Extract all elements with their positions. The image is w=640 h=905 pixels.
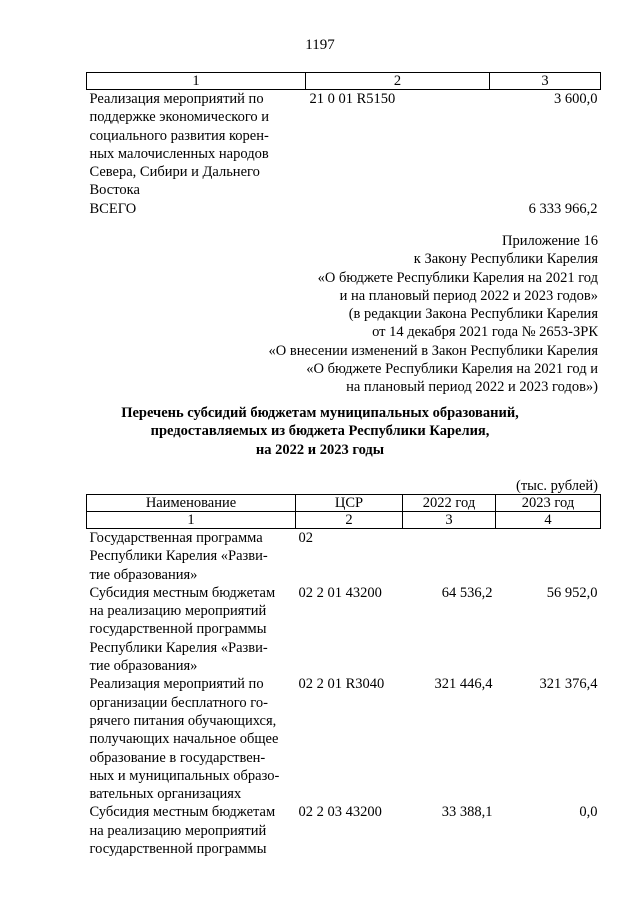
appendix-line: (в редакции Закона Республики Карелия (348, 306, 598, 323)
table-row (87, 803, 601, 858)
row-2022: 64 536,2 (441, 584, 493, 601)
units-label: (тыс. рублей) (516, 478, 598, 494)
name-line: на реализацию мероприятий (89, 822, 267, 839)
header-csr: ЦСР (296, 495, 403, 512)
table-number-row (87, 512, 601, 529)
budget-table-continuation (86, 72, 601, 218)
title-line: Перечень субсидий бюджетам муниципальных образований, (121, 405, 519, 421)
name-line: ных малочисленных народов (89, 145, 269, 162)
document-title (0, 404, 640, 459)
subsidies-table (86, 494, 601, 858)
row-value: 6 333 966,2 (528, 200, 598, 217)
column-number-2: 2 (306, 73, 490, 90)
table-row-total (87, 200, 601, 218)
table-header-row (87, 73, 601, 90)
table-row (87, 90, 601, 200)
appendix-line: «О внесении изменений в Закон Республики Карелия (268, 342, 598, 359)
header-2023: 2023 год (496, 495, 601, 512)
name-line: поддержке экономического и (89, 109, 270, 126)
row-2022: 33 388,1 (441, 804, 493, 821)
name-line: ВСЕГО (89, 200, 137, 217)
name-line: Севера, Сибири и Дальнего (89, 164, 260, 181)
column-number-3: 3 (490, 73, 601, 90)
row-2023 (496, 529, 601, 584)
column-number-2: 2 (296, 512, 403, 529)
name-line: Субсидия местным бюджетам (89, 584, 276, 601)
name-line: Государственная программа (89, 530, 263, 546)
name-line: государственной программы (89, 841, 267, 858)
row-code: 02 2 01 R3040 (298, 676, 385, 693)
name-line: социального развития корен- (89, 127, 269, 144)
appendix-line: к Закону Республики Карелия (413, 251, 598, 268)
row-2023: 321 376,4 (539, 676, 598, 693)
name-line: государственной программы (89, 621, 267, 638)
row-name (87, 584, 296, 675)
column-number-4: 4 (496, 512, 601, 529)
row-name (87, 529, 296, 584)
table-row (87, 584, 601, 675)
header-2022: 2022 год (403, 495, 496, 512)
name-line: Реализация мероприятий по (89, 91, 264, 107)
row-name (87, 90, 306, 200)
row-value: 3 600,0 (554, 91, 598, 107)
name-line: тие образования» (89, 566, 198, 583)
name-line: Реализация мероприятий по (89, 676, 264, 693)
row-code: 21 0 01 R5150 (309, 91, 396, 107)
title-line: предоставляемых из бюджета Республики Карелия, (150, 423, 490, 440)
appendix-line: и на плановый период 2022 и 2023 годов» (339, 287, 598, 304)
header-name: Наименование (87, 495, 296, 512)
row-code: 02 2 03 43200 (298, 804, 382, 821)
name-line: организации бесплатного го- (89, 694, 268, 711)
page-number: 1197 (305, 37, 335, 53)
row-code: 02 2 01 43200 (298, 584, 382, 601)
row-code (306, 200, 490, 218)
column-number-3: 3 (403, 512, 496, 529)
table-header-row (87, 495, 601, 512)
name-line: ных и муниципальных образо- (89, 767, 280, 784)
name-line: получающих начальное общее (89, 731, 279, 748)
name-line: вательных организациях (89, 786, 242, 803)
name-line: Востока (89, 182, 140, 199)
appendix-line: «О бюджете Республики Карелия на 2021 год и (306, 361, 598, 378)
appendix-line: от 14 декабря 2021 года № 2653-ЗРК (372, 324, 598, 341)
name-line: Республики Карелия «Разви- (89, 548, 268, 565)
column-number-1: 1 (87, 73, 306, 90)
appendix-line: на плановый период 2022 и 2023 годов») (346, 379, 598, 396)
table-row (87, 529, 601, 584)
name-line: Республики Карелия «Разви- (89, 639, 268, 656)
row-code: 02 (298, 530, 313, 546)
row-2022 (403, 529, 496, 584)
row-name (87, 675, 296, 803)
row-2023: 56 952,0 (546, 584, 598, 601)
name-line: рячего питания обучающихся, (89, 712, 277, 729)
appendix-line: Приложение 16 (502, 233, 598, 249)
appendix-header (269, 232, 598, 397)
title-line: на 2022 и 2023 годы (255, 441, 385, 458)
table-row (87, 675, 601, 803)
name-line: тие образования» (89, 658, 198, 675)
row-name (87, 803, 296, 858)
appendix-line: «О бюджете Республики Карелия на 2021 год (317, 269, 598, 286)
name-line: образование в государствен- (89, 749, 266, 766)
row-name (87, 200, 306, 218)
name-line: Субсидия местным бюджетам (89, 804, 276, 821)
name-line: на реализацию мероприятий (89, 603, 267, 620)
row-2022: 321 446,4 (434, 676, 493, 693)
row-2023: 0,0 (579, 804, 598, 821)
column-number-1: 1 (87, 512, 296, 529)
